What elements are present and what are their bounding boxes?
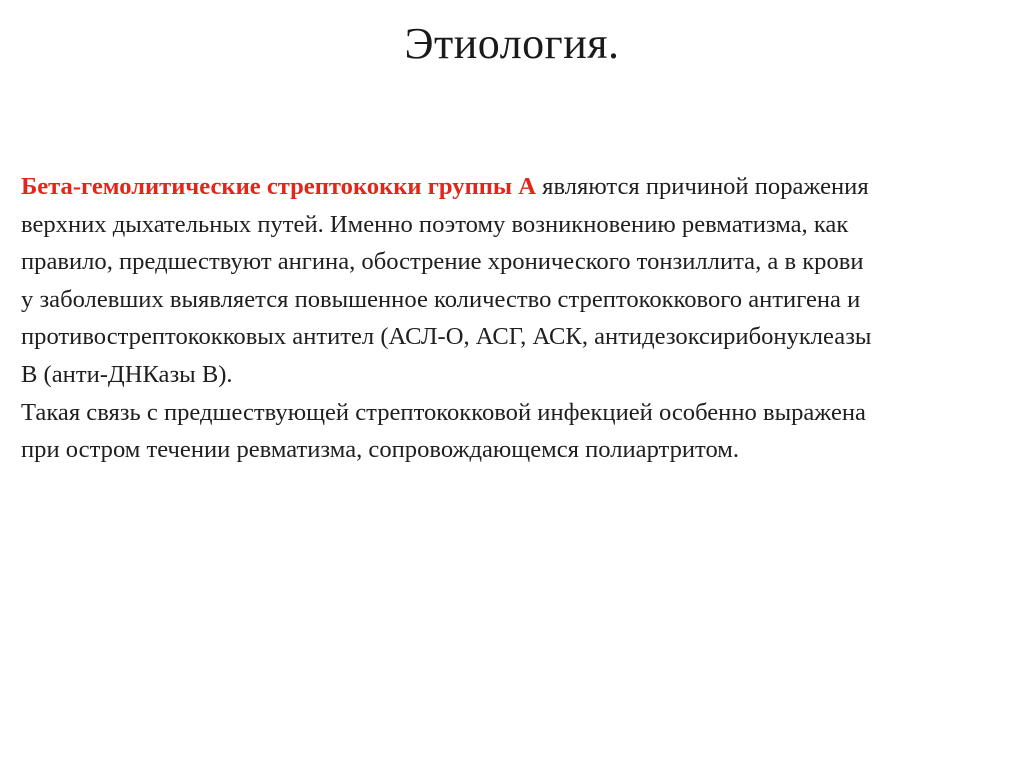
paragraph-line-6: В (анти-ДНКазы В). bbox=[21, 360, 233, 388]
paragraph-line-5: противострептококковых антител (АСЛ-О, АСГ, АСК, антидезоксирибонуклеазы bbox=[21, 323, 872, 351]
slide-body bbox=[21, 168, 1011, 469]
slide-title: Этиология. bbox=[404, 19, 620, 68]
highlighted-term: Бета-гемолитические стрептококки группы А bbox=[21, 173, 537, 200]
paragraph-line-3: правило, предшествуют ангина, обострение хронического тонзиллита, а в крови bbox=[21, 248, 864, 276]
paragraph-line-2: верхних дыхательных путей. Именно поэтому возникновению ревматизма, как bbox=[21, 210, 849, 238]
paragraph-association bbox=[21, 394, 1011, 469]
line-1-rest: являются причиной поражения bbox=[536, 173, 869, 200]
paragraph-line-4: у заболевших выявляется повышенное количество стрептококкового антигена и bbox=[21, 285, 861, 313]
paragraph-2-line-1: Такая связь с предшествующей стрептококковой инфекцией особенно выражена bbox=[21, 398, 866, 426]
paragraph-line-1 bbox=[21, 168, 1011, 206]
paragraph-2-line-2: при остром течении ревматизма, сопровождающемся полиартритом. bbox=[21, 436, 740, 464]
paragraph-etiology bbox=[21, 168, 1011, 394]
